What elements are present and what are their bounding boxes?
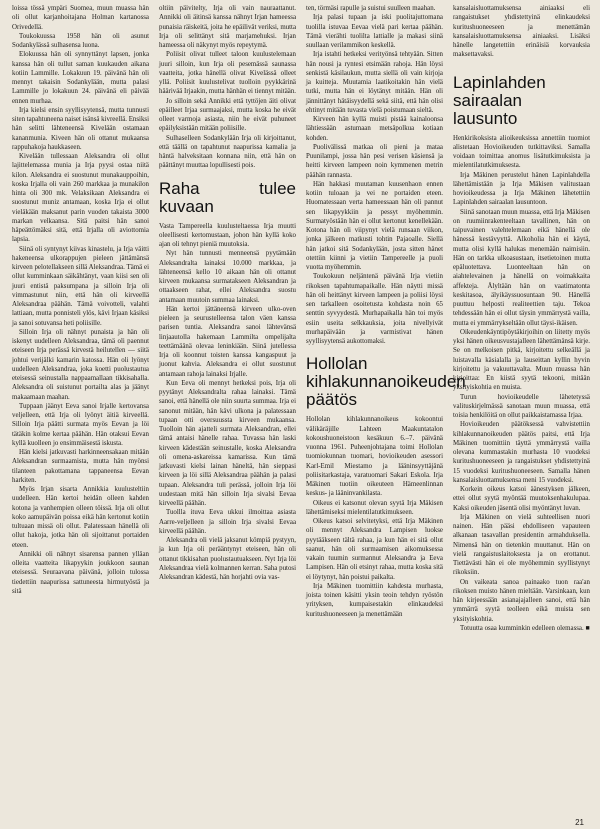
paragraph: Elokuussa hän oli synnyttänyt lapsen, jonka kanssa hän oli tullut saman kuukauden aikana kotiin Lammille. Lokakuun 19. päivänä hän oli mennyt takaisin Sodankylään, mutta palasi Lammille jo lokakuun 24. päivänä eli päivää ennen murhaa.: [12, 51, 149, 105]
paragraph: kansalaisluottamuksensa ainiaaksi eli rangaistukset yhdistettyinä elinkaudeksi kuritushuoneeseen ja menettämän kansalaisluottamuksensa ainiaaksi. Lisäksi hänelle langetettiin erinäisiä korvauksia maksettavaksi.: [453, 5, 590, 59]
paragraph: Irja Mäkinen perustelut hänen Lapinlahdella lähettämistään ja Irja Mäkisen valitustaan hovioikeudessa ja Irja Mäkinen lähetettiin Lapinlahden sairaalan lausuntoon.: [453, 171, 590, 207]
paragraph: Turun hovioikeudelle lähetetyssä valituskirjelmässä sanotaan muun muassa, että toisia henkilöitä on ollut paikkaistamassa Irjaa.: [453, 393, 590, 419]
paragraph: On vaikeata sanoa painaako tuon raa'an rikoksen muisto hänen mieltään. Varsinkaan, kun hän kirjeessään asianajajalleen sanoi, että hän ymmärrä syytä teolleen eikä muista sen yksityiskohtia.: [453, 578, 590, 623]
text-column-1: [12, 4, 149, 596]
paragraph: Vasta Tampereella kuulusteltaessa Irja muutti oleellisesti kertomustaan, johon hän kyllä koko ajan oli tehnyt pieniä muutoksia.: [159, 222, 296, 248]
page-number: 21: [575, 818, 584, 827]
paragraph: Puolivälissä matkaa oli pieni ja mataa Puunilampi, jossa hän pesi verisen käsiensä ja heitti kirveen lampeen noin kymmenen metrin päähän rannasta.: [306, 143, 443, 179]
paragraph: ten, törmäsi rapulle ja suistui suulleen maahan.: [306, 5, 436, 12]
paragraph: Irja Mäkinen tuomittiin kahdesta murhasta, joista toinen käsitti yksin teoin tehdyn ryöstön yrityksen, kumpaisestakin elinkaudeksi kuritushuoneeseen ja menettämään: [306, 582, 443, 618]
paragraph: Hovioikeuden päätöksessä vahvistettiin kihlakunnanoikeuden päätös paitsi, että Irja Mäkinen tuomittiin täyttä ymmärrystä vailla olevana kummastakin murhasta 10 vuodeksi kuritushuoneeseen ja rangaistukset yhdistettyinä 15 vuodeksi kuritushuoneeseen. Samalla hänen kansalaisluottamuksensa meni 15 vuodeksi.: [453, 421, 590, 484]
paragraph: loissa tössä ympäri Suomea, muun muassa hän oli ollut karjanhoitajana Holman kartanossa Orivedellä.: [12, 5, 149, 31]
end-of-article-mark: ■: [585, 623, 590, 632]
section-heading-hollola: Hollolan kihlakunnanoikeuden päätös: [306, 354, 466, 410]
paragraph: Toukokuun neljäntenä päivänä Irja vietiin rikoksen tapahtumapaikalle. Hän näytti missä hän oli heittänyt kirveen lampeen ja poliisi löysi sen tarkalleen osoitetusta kohdasta noin 65 senttin syvyydestä. Murhapaikalla hän toi myös esiin useita selkkauksia, joita nivellyivät murhapäivään ja varmistivat hänen syyllisyytensä aukottomaksi.: [306, 273, 443, 345]
paragraph: Jo silloin sekä Annikki että tyttöjen äiti olivat epäilleet Irjaa surmaajaksi, mutta koska he eivät olleet varmoja asiasta, niin he eivät puhuneet epäilyksistään mitään poliisille.: [159, 97, 296, 133]
paragraph: Hän hakkasi muutaman kuusenhaon ennen kotiin tuloaan ja vei ne portaiden eteen. Huomatessaan verta hameessaan hän oli pannut sen likapyykkiin ja pessyt myöhemmin. Surmatyöstään hän ei ollut kertonut kenellekään. Kotona hän oli viipynyt vielä runsaan viikon, jonka jälkeen matkusti tohtin Pajaoalle. Siellä hän jatkoi sitä Sodankylään, josta sitten hänet otettiin kiinni ja vietiin Tampereelle ja puoli vuotta myöhemmin.: [306, 180, 443, 271]
paragraph: Irja istahti hetkeksi verityönsä tehtyään. Sitten hän nousi ja ryntesi etsimään rahoja. Hän löysi senkistä käsilaukun, mutta siellä oli vain kirjoja ja kuitteja. Muutamia laatikoitakin hän vielä tutki, mutta hän ei löytänyt mitään. Hän oli jännittänyt hätäisyydellä sekä siitä, että hän olisi ehtinyt mitään tuvasta vielä poistumaan sieltä.: [306, 51, 443, 114]
paragraph: Tuollla ituva Eeva ukkui ilmoittaa asiasta Aarre-veljelleen ja silloin Irja sivalsi Eevaa kirveellä päähän.: [159, 509, 296, 535]
paragraph: Irja kielsi ensin syyllisyytensä, mutta tunnusti siten tapahtuneena naiset isänsä kivreellä. Ensiksi hän selitti lähteneensä Kivelään ostamaan kananmunia. Kiveen hän oli ottanut mukaansa rappuhakoja haukkaseen.: [12, 106, 150, 151]
paragraph: Oikeus ei katsonut olevan syytä Irja Mäkisen lähettämiseksi mielentilatutkimukseen.: [306, 499, 443, 516]
paragraph: Kirveen hän kyllä muisti pistää kainaloonsa lähtiessään astumaan metsäpolkua kotiaan kohden.: [306, 116, 443, 142]
section-heading-raha: Raha tulee kuvaan: [159, 178, 296, 216]
paragraph: Henkirikoksista alioikeuksissa annettiin tuomiot alistetaan Hovioikeuden tutkittaviksi. Samalla voidaan toimittaa anomus lisätutkimuksista ja mielentilatutkimuksesta.: [453, 134, 590, 170]
paragraph: Irja palasi tupaan ja iski puolitajuttomana tuolilla istuvaa Eevaa vielä pari kertaa päähän. Tämä vierähti tuolilta lattialle ja makasi siinä suullaan verilammikon keskellä.: [306, 14, 443, 49]
paragraph: Aleksandra oli vielä jaksanut kömpiä pystyyn, ja kun Irja oli perääntynyt eteiseen, hän oli ottanut tikkisahan puolustautuakseen. Nyt Irja löi Aleksandraa vielä kolmannen kerran. Saha putosi Aleksandran kädestä, hän horjahti ovia vas-: [159, 537, 296, 581]
paragraph: Hän kertoi jättäneensä kirveen ulko-oven pieleen ja seurustelleensa talon väen kanssa parisen tuntia. Aleksandra sanoi lähtevänsä linjaautolla hakemaan Lammilta ompelijalta teettämäänä olevaa leninkiään. Siinä jutellessa Irja oli koonnut toisten kanssa kangaspuut ja juonut kahvia. Aleksandra ei ollut suostunut antamaan rahoja lainaksi Irjalle.: [159, 305, 296, 378]
paragraph: Oikeudenkäyntipöytäkirjoihin on liitetty myös yksi hänen oikeusvustajalleen lähettämänsä kirje. Se on melkoisen pitkä, kirjoitettu selkeällä ja luistavalla käsialalla ja lauseittan kyllin hyvin kirjoitettu ja vakuuttavalta. Muun muassa hän kirjoittaa: En kiistä syytä tekooni, mitään yksityiskohtia en muista.: [453, 328, 590, 392]
final-sentence: Totuutta osaa kumminkin edelleen olemassa.: [460, 624, 584, 632]
paragraph: Annikki oli nähnyt sisarensa pannen ylläan olleita vaatteita likapyykin joukkoon saunan eteisessä. Seuraavana päivänä, jolloin tulossa tiedettiin naapurissa sattuneesta hirmutyöstä ja sitä: [12, 550, 149, 595]
paragraph: Korkein oikeus katsoi äänestyksen jälkeen, ettei ollut syytä myöntää muutoksenhakulupaa. Kaksi oikeuden jäsentä olisi myöntänyt luvan.: [453, 486, 590, 512]
section-heading-lapinlahti: Lapinlahden sairaalan lausunto: [453, 72, 546, 128]
paragraph: Toukokuussa 1958 hän oli asunut Sodankylässä sulhasensa luona.: [12, 32, 149, 49]
paragraph: Hän kielsi jatkuvasti harkinneensakaan mitään Aleksandran surmaamista, mutta hän myönsi tilanteen pakottamana tappaneensa Eevan harkiten.: [12, 449, 149, 484]
paragraph: Tuppaan jäänyt Eeva sanoi Irjalle kertovansa veljelleen, että Irja oli lyönyt äitiä kirveellä. Silloin Irja päätti surmata myös Eevan ja löi tätäkin kolme kertaa päähän. Hän otaksui Eevan kyllä kuolleen jo ensimmäisestä iskusta.: [12, 402, 149, 447]
paragraph: Nyt hän tunnusti menneensä pyytämään Aleksandralta lainaksi 10.000 markkaa, ja lähteneensä kello 10 aikaan hän oli ottanut kirveen mukaansa surmatakseen Aleksandran ja ottaakseen rahat, ellei Aleksandra suostu antamaan muutoin summaa lainaksi.: [159, 250, 296, 304]
text-column-2: [159, 4, 296, 582]
paragraph: Oikeus katsoi selvitetyksi, että Irja Mäkinen oli mennyt Aleksandra Lampisen luokse pyytääkseen tältä rahaa, ja kun hän ei sitä ollut saanut, hän oli surmaamisen aikomuksessa vakain tuumin surmannut Aleksandra ja Eeva Lampisen. Hän oli etsinyt rahaa, mutta koska sitä ei löytynyt, hän poistui paikalta.: [306, 518, 443, 581]
text-column-3: [306, 4, 466, 619]
paragraph: Poliisit olivat tulleet taloon kuulustelemaan juuri silloin, kun Irja oli pesemässä saunassa vaatteita, jotka hänellä olivat Kivelässä olleet yllä. Poliisit kuulustelivat tuolloin pyykkärinä häärivää Irjaakin, mutta hänhän ei tiennyt mitään.: [159, 51, 296, 96]
paragraph-final: [453, 624, 590, 633]
paragraph: Irja Mäkinen on vielä suhteellisen nuori nainen. Hän pääsi ehdolliseen vapauteen alkanaan tasavallan presidentin armahduksella. Nimensä hän on tietenkin muuttanut. Hän on vielä rangaistuslaitoksesta ja on erottanut. Tiettävästi hän ei ole myöhemmin syyllistynyt rikoksiin.: [453, 513, 590, 577]
paragraph: Myös Irjan sisarta Annikkia kuulusteltiin uudelleen. Hän kertoi heidän olleen kahden kotona ja vanhempien olleen töissä. Irja oli ollut koko aamupäivän poissa eikä hän kertonut kotiin tultuaan missä oli ollut. Palatessaan hänellä oli ollut hakoja, jotka hän oli sijoittanut portaiden eteen.: [12, 486, 149, 549]
paragraph: Kivelään tullessaan Aleksandra oli ollut lajittelemassa munia ja Irja pyysi ostaa niitä kilon. Aleksandra ei suostunut munakauppoihin, koska Irjalla oli vain 260 markkaa ja munakilon hinta oli 300 mk. Velaksikaan Aleksandra ei suostunut muniz antamaan, koska Irja ei ollut vieläkään maksanut parin vuoden takaista 3000 markan velkaansa. Sitä paitsi hän sanoi häpeättömäksi sitä, että Irjalla oli aviottomia lapsia.: [12, 153, 149, 244]
paragraph: Siinä oli syntynyt kiivas kinastelu, ja Irja väitti hakeneensa ulkorappujen pieleen jättämänsä kirveen pelotellakseen sillä Aleksandraa. Tämä ei ollut kumminkaan säikähtänyt, vaan kiisi sen oli juuri entistä paksumpana ja silloin Irja oli vimmastunut niin, että hän oli kirveellä Aleksandraa päähän. Tämä voivotteli, valahti lattiaan, mutta ponnisteli ylös, kävi Irjaan käsiksi ja sanoi sotuvansa heti poliisille.: [12, 245, 149, 327]
paragraph: Siinä sanotaan muun muassa, että Irja Mäkisen on ruumiinrakenteeltaan tavallinen, hän on taipuvainen valehtelemaan eikä hänellä ole hänessä kestävyyttä. Alkoholia hän ei käytä, mutta olisi kyllä halukas menemään naimisiin. Hän on tarkka ulkoasustaan, itsetietoinen mutta epäluotettava. Luonteeltaan hän on aiahtelevainen ja hänellä on voimakkaita affekteja. Älyltään hän on vaatimatonta keskitasoa, älyikäyssuosuntaan 90. Hänellä puuttuu helposti realiteettien taju. Tekoa tehdessään hän ei ollut täysin ymmärrystä vailla, mutta ei ymmärrykseltään ollut täysi-ikäisen.: [453, 208, 590, 327]
paragraph: Silloin Irja oli nähnyt punaista ja hän oli iskenyt uudelleen Aleksandraa, tämä oli paennut eteiseen Irja perässä kirvestä heilutellen — siitä johtui verijälki kamarin katossa. Hän oli lyönyt uudelleen Aleksandraa, joka koetti puolustautua eteisessä seinustalla nappaamallaan tikkisahalla. Aleksandra oli suistunut portailta alas ja jäänyt makaamaan maahan.: [12, 328, 149, 401]
text-column-4: [453, 4, 590, 633]
paragraph: Sulhaselleen Sodankylään Irja oli kirjoittanut, että täällä on tapahtunut naapurissa kamalia ja häntä halveksitaan konnana niin, että hän on päättänyt muuttaa lopullisesti pois.: [159, 134, 296, 170]
paragraph: Kun Eeva oli mennyt hetkeksi pois, Irja oli pyytänyt Aleksandralta rahaa lainaksi. Tämä sanoi, että hänellä ole niin suurta summaa. Irja ei sanonut mitään, hän kävi ulkona ja palatessaan tupaan otti oversuussta kirveen mukaansa. Tuolloin hän ajatteli surmata Aleksandran, ellei tämä antaisi hänelle rahaa. Tuvassa hän laski kirveen kädestään seinustalle, koska Aleksandra oli omena-askareissa kamarissa. Kun tämä jatkuvasti kielsi lainan häneltä, hän sieppasi kirveen ja löi sillä Aleksandraa päähän ja palasi tupaan. Aleksandra tuli perässä, jolloin Irja löi uudestaan mitä hän silloin Irja sivalsi Eevaa kirveellä päähän.: [159, 379, 296, 507]
paragraph: Hollolan kihlakunnanoikeus kokoontui välikäräjille Lahteen Maakuntatalon kokoushuoneistoon kesäkuun 6.–7. päivänä vuonna 1961. Puheenjohtajana toimi Hollolan tuomiokunnan tuomari, hovioikeuden asessori Karl-Emil Miestamo ja lääninsyyttäjänä poliisitarkastaja, varatuomari Sakari Eskola. Irja Mäkinen tuotiin oikeuteen Hämeenlinnan keskus- ja lääninvankilasta.: [306, 416, 443, 498]
paragraph: oltiin päivitelty, Irja oli vain nauraattanut. Annikki oli äitinsä kanssa nähnyt Irjan hameessa punaisia räiskeitä, joita he epäilivät veriksi, mutta Irja oli selittänyt sitä marjamehuksi. Irjan hameessa oli näkynyt myös repeytymä.: [159, 5, 297, 49]
